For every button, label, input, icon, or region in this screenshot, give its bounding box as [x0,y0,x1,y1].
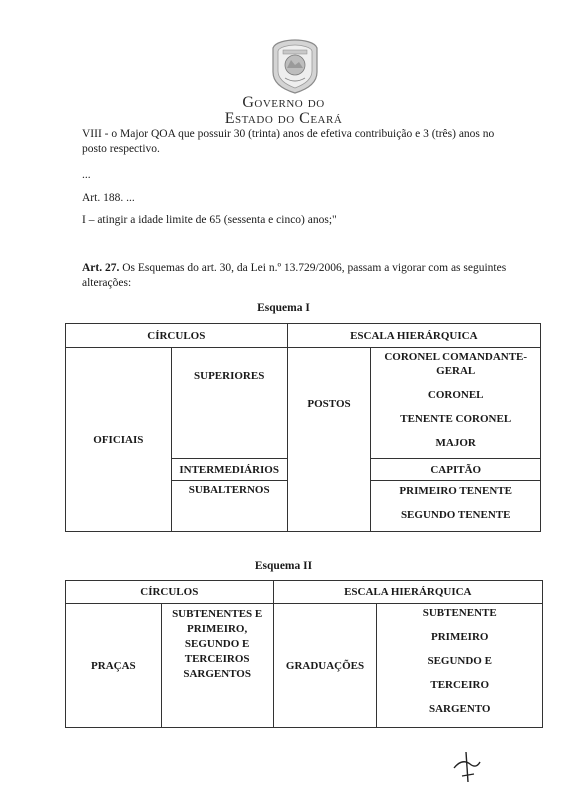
paragraph-art27-line1 [82,261,506,276]
rank-item: TENENTE CORONEL [400,413,512,425]
sub-line: TERCEIROS [184,653,250,665]
esquema1-rank-capitao: CAPITÃO [371,459,541,481]
paragraph-viii-line2: posto respectivo. [82,143,160,155]
rank-item: MAJOR [435,437,476,449]
art27-text: Os Esquemas do art. 30, da Lei n.º 13.729/2006, passam a vigorar com as seguintes [119,262,507,274]
esquema2-sub-sargentos [161,604,273,728]
esquema1-row-superiores [66,348,541,459]
esquema1-table [65,323,541,532]
paragraph-art27-line2: alterações: [82,277,132,289]
rank-item: CORONEL COMANDANTE- [384,351,528,363]
esquema1-ranks-subalternos [371,481,541,532]
esquema1-header-row [66,324,541,348]
esquema2-group-pracas: PRAÇAS [66,604,162,728]
rank-item: SARGENTO [428,703,491,715]
esquema1-sub-superiores: SUPERIORES [171,348,287,459]
art27-label: Art. 27. [82,262,120,274]
esquema1-category-postos: POSTOS [287,348,371,532]
esquema2-category-graduacoes: GRADUAÇÕES [273,604,377,728]
esquema2-header-circulos: CÍRCULOS [66,581,274,604]
signature-initials-icon [448,748,484,784]
paragraph-art188: Art. 188. ... [82,192,135,204]
esquema2-table [65,580,543,728]
rank-item: TERCEIRO [430,679,490,691]
state-seal-icon [269,38,321,94]
rank-item: GERAL [436,365,476,377]
esquema1-header-escala: ESCALA HIERÁRQUICA [287,324,540,348]
rank-item: SEGUNDO TENENTE [400,509,511,521]
sub-line: PRIMEIRO, [187,623,248,635]
esquema2-ranks [377,604,543,728]
esquema1-caption: Esquema I [257,302,310,314]
esquema1-sub-intermediarios: INTERMEDIÁRIOS [171,459,287,481]
esquema2-caption: Esquema II [254,560,313,572]
esquema1-group-oficiais: OFICIAIS [66,348,172,532]
esquema1-header-circulos: CÍRCULOS [66,324,288,348]
sub-line: SEGUNDO E [184,638,250,650]
rank-item: SEGUNDO E [427,655,492,667]
ellipsis-text: ... [82,169,91,181]
esquema1-ranks-superiores [371,348,541,459]
paragraph-viii-line1: VIII - o Major QOA que possuir 30 (trinta) anos de efetiva contribuição e 3 (três) anos no [82,128,495,140]
sub-line: SARGENTOS [183,668,251,680]
rank-item: PRIMEIRO TENENTE [399,485,512,497]
rank-item: PRIMEIRO [431,631,489,643]
sub-line: SUBTENENTES E [172,608,263,620]
esquema2-header-escala: ESCALA HIERÁRQUICA [273,581,542,604]
esquema1-sub-subalternos: SUBALTERNOS [171,481,287,532]
government-title-line1: Governo do [242,94,325,111]
rank-item: CORONEL [427,389,484,401]
rank-item: SUBTENENTE [422,607,497,619]
paragraph-item-i: I – atingir a idade limite de 65 (sessenta e cinco) anos;" [82,214,337,226]
esquema2-row-pracas [66,604,543,728]
esquema2-header-row [66,581,543,604]
government-title-line2: Estado do Ceará [224,110,343,127]
